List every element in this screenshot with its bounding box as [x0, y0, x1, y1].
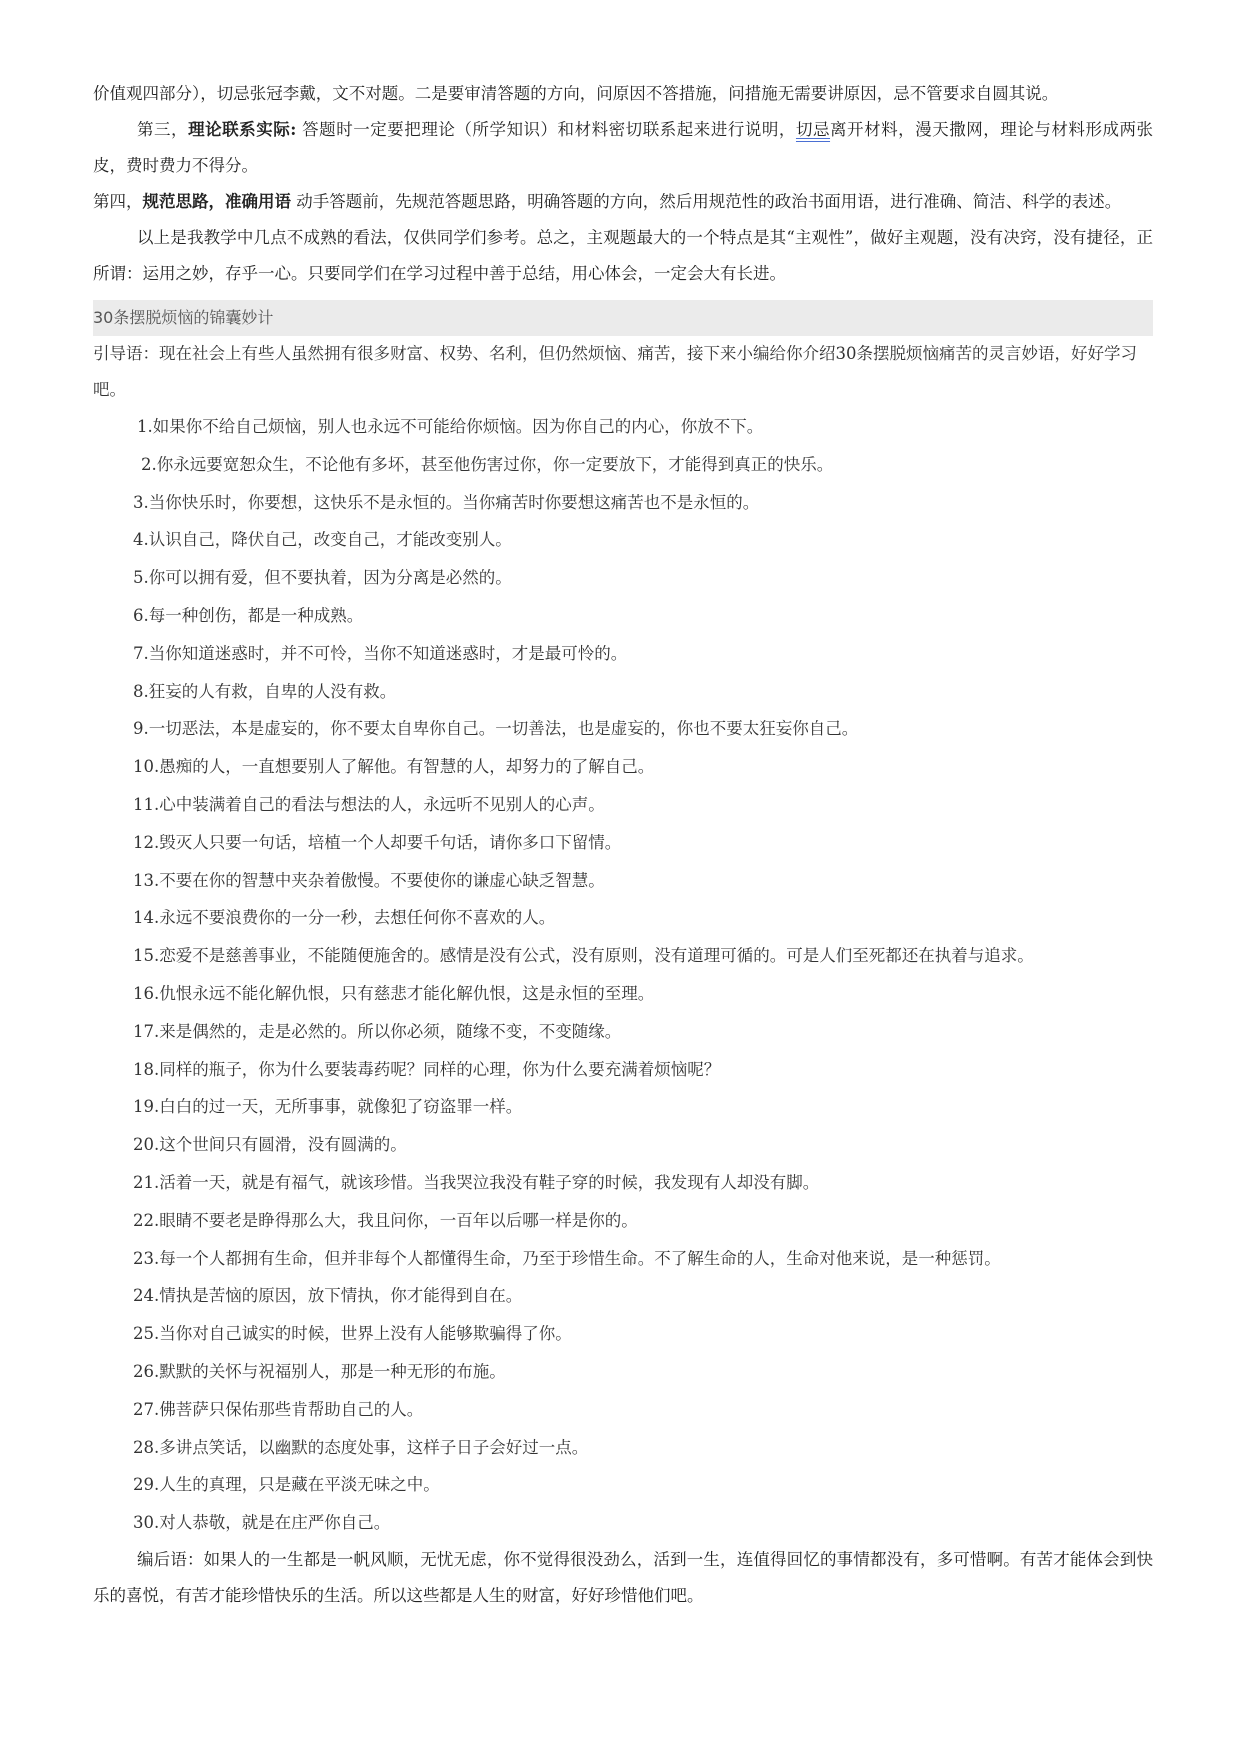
- fourth-prefix: 第四，: [93, 192, 143, 211]
- list-item: 24.情执是苦恼的原因，放下情执，你才能得到自在。: [133, 1286, 523, 1306]
- list-item: 19.白白的过一天，无所事事，就像犯了窃盗罪一样。: [133, 1097, 523, 1117]
- fourth-heading: 规范思路，准确用语: [142, 192, 291, 211]
- list-item: 16.仇恨永远不能化解仇恨，只有慈悲才能化解仇恨，这是永恒的至理。: [133, 983, 655, 1003]
- list-item: 11.心中装满着自己的看法与想法的人，永远听不见别人的心声。: [133, 794, 605, 814]
- list-item: 12.毁灭人只要一句话，培植一个人却要千句话，请你多口下留情。: [133, 832, 622, 852]
- document-page: [93, 76, 1153, 1614]
- paragraph-third-point: 第三，理论联系实际: 答题时一定要把理论（所学知识）和材料密切联系起来进行说明，切忌离开材料，漫天撒网，理论与材料形成两张皮，费时费力不得分。: [93, 120, 1154, 175]
- paragraph-fourth-point: [93, 184, 1153, 220]
- list-item: 23.每一个人都拥有生命，但并非每个人都懂得生命，乃至于珍惜生命。不了解生命的人，生命对他来说，是一种惩罚。: [133, 1248, 1001, 1268]
- third-prefix: 第三，: [137, 120, 189, 139]
- third-body-a: 答题时一定要把理论（所学知识）和材料密切联系起来进行说明，: [302, 120, 796, 139]
- list-item: 15.恋爱不是慈善事业，不能随便施舍的。感情是没有公式，没有原则，没有道理可循的。可是人们至死都还在执着与追求。: [133, 946, 1034, 966]
- list-item: 2.你永远要宽恕众生，不论他有多坏，甚至他伤害过你，你一定要放下，才能得到真正的快乐。: [141, 454, 834, 474]
- list-item: 22.眼睛不要老是睁得那么大，我且问你，一百年以后哪一样是你的。: [133, 1210, 638, 1230]
- list-item: 21.活着一天，就是有福气，就该珍惜。当我哭泣我没有鞋子穿的时候，我发现有人却没有脚。: [133, 1172, 820, 1192]
- article-intro: 引导语：现在社会上有些人虽然拥有很多财富、权势、名利，但仍然烦恼、痛苦，接下来小编给你介绍30条摆脱烦恼痛苦的灵言妙语，好好学习吧。: [93, 344, 1137, 399]
- list-item: 27.佛菩萨只保佑那些肯帮助自己的人。: [133, 1399, 424, 1419]
- list-item: 3.当你快乐时，你要想，这快乐不是永恒的。当你痛苦时你要想这痛苦也不是永恒的。: [133, 492, 760, 512]
- list-item: 13.不要在你的智慧中夹杂着傲慢。不要使你的谦虚心缺乏智慧。: [133, 870, 605, 890]
- list-item: 28.多讲点笑话，以幽默的态度处事，这样子日子会好过一点。: [133, 1437, 589, 1457]
- paragraph-summary: 以上是我教学中几点不成熟的看法，仅供同学们参考。总之，主观题最大的一个特点是其“主观性”，做好主观题，没有决窍，没有捷径，正所谓：运用之妙，存乎一心。只要同学们在学习过程中善于总结，用心体会，一定会大有长进。: [93, 228, 1153, 283]
- list-item: 14.永远不要浪费你的一分一秒，去想任何你不喜欢的人。: [133, 908, 556, 928]
- list-item: 1.如果你不给自己烦恼，别人也永远不可能给你烦恼。因为你自己的内心，你放不下。: [137, 417, 764, 436]
- paragraph-continued: 价值观四部分），切忌张冠李戴，文不对题。二是要审清答题的方向，问原因不答措施，问措施无需要讲原因，忌不管要求自圆其说。: [93, 84, 1059, 103]
- list-item: 17.来是偶然的，走是必然的。所以你必须，随缘不变，不变随缘。: [133, 1021, 622, 1041]
- list-item: 9.一切恶法，本是虚妄的，你不要太自卑你自己。一切善法，也是虚妄的，你也不要太狂妄你自己。: [133, 719, 859, 739]
- list-item: 26.默默的关怀与祝福别人，那是一种无形的布施。: [133, 1361, 506, 1381]
- third-underlined-term: 切忌: [795, 120, 831, 139]
- tips-list: [93, 408, 1153, 1542]
- list-item: 25.当你对自己诚实的时候，世界上没有人能够欺骗得了你。: [133, 1324, 572, 1344]
- list-item: 18.同样的瓶子，你为什么要装毒药呢？同样的心理，你为什么要充满着烦恼呢？: [133, 1059, 721, 1079]
- list-item: 29.人生的真理，只是藏在平淡无味之中。: [133, 1475, 440, 1495]
- list-item: 6.每一种创伤，都是一种成熟。: [133, 605, 364, 625]
- article-title: 30条摆脱烦恼的锦囊妙计: [93, 300, 1153, 336]
- list-item: 20.这个世间只有圆滑，没有圆满的。: [133, 1135, 407, 1155]
- list-item: 5.你可以拥有爱，但不要执着，因为分离是必然的。: [133, 568, 512, 588]
- list-item: 10.愚痴的人，一直想要别人了解他。有智慧的人，却努力的了解自己。: [133, 757, 655, 777]
- fourth-body: 动手答题前，先规范答题思路，明确答题的方向，然后用规范性的政治书面用语，进行准确、简洁、科学的表述。: [296, 192, 1122, 211]
- list-item: 4.认识自己，降伏自己，改变自己，才能改变别人。: [133, 530, 512, 550]
- list-item: 7.当你知道迷惑时，并不可怜，当你不知道迷惑时，才是最可怜的。: [133, 643, 628, 663]
- article-closing: 编后语：如果人的一生都是一帆风顺，无忧无虑，你不觉得很没劲么，活到一生，连值得回忆的事情都没有，多可惜啊。有苦才能体会到快乐的喜悦，有苦才能珍惜快乐的生活。所以这些都是人生的财富，好好珍惜他们吧。: [93, 1549, 1153, 1605]
- third-body-b: 离开材料，漫天撒网，理论与材料形成两张皮，费时费力不得分。: [93, 120, 1154, 175]
- list-item: 8.狂妄的人有救，自卑的人没有救。: [133, 681, 397, 701]
- third-heading: 理论联系实际: [188, 120, 291, 139]
- list-item: 30.对人恭敬，就是在庄严你自己。: [133, 1513, 391, 1533]
